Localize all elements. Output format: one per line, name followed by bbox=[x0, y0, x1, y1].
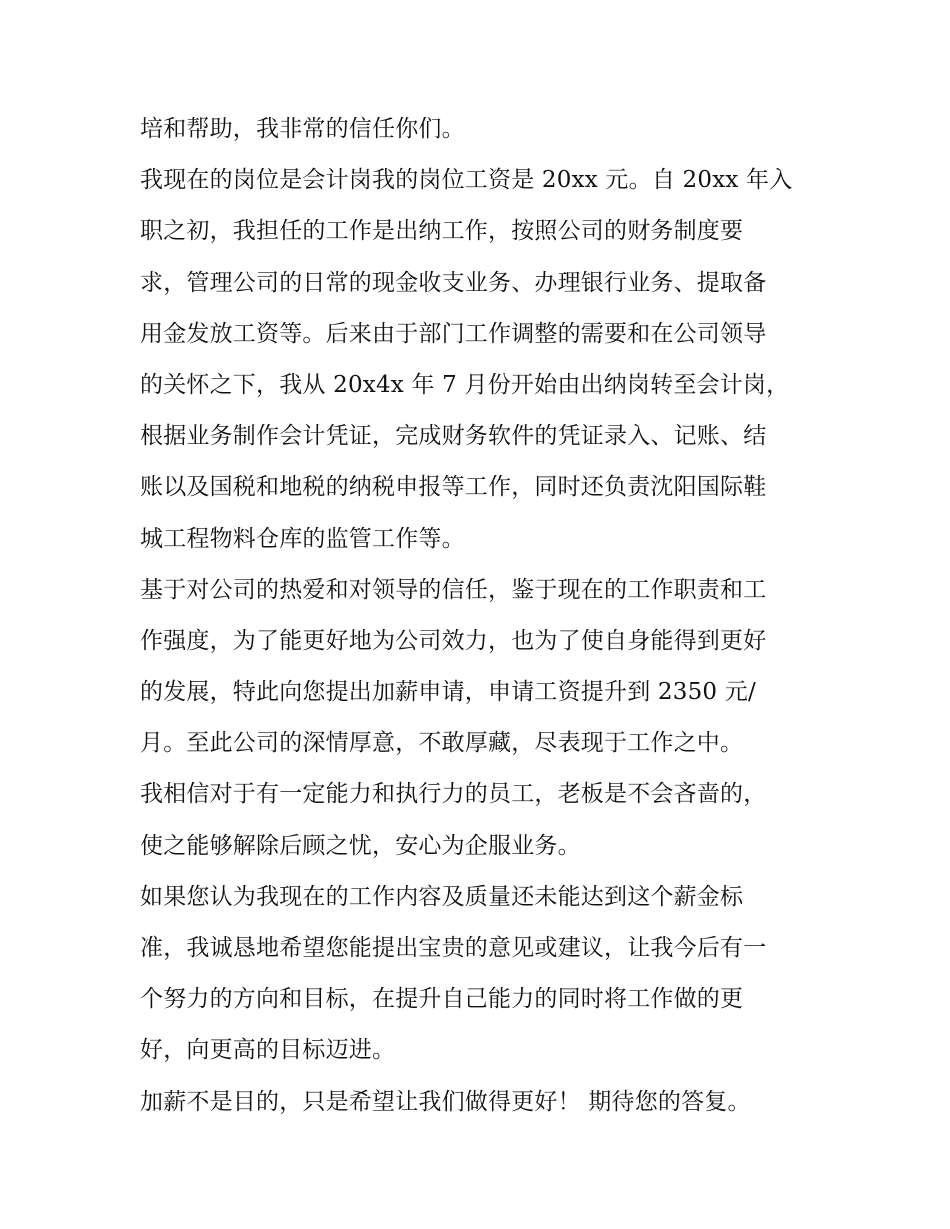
text-line: 准，我诚恳地希望您能提出宝贵的意见或建议，让我今后有一 bbox=[140, 935, 767, 961]
document-body bbox=[140, 104, 820, 1128]
text-line: 我现在的岗位是会计岗我的岗位工资是 20xx 元。自 20xx 年入 bbox=[140, 167, 793, 194]
text-line: 根据业务制作会计凭证，完成财务软件的凭证录入、记账、结 bbox=[140, 423, 767, 450]
text-line: 培和帮助，我非常的信任你们。 bbox=[140, 116, 465, 142]
text-line: 个努力的方向和目标，在提升自己能力的同时将工作做的更 bbox=[140, 986, 744, 1013]
text-line: 好，向更高的目标迈进。 bbox=[140, 1037, 396, 1064]
text-line: 月。至此公司的深情厚意，不敢厚藏，尽表现于工作之中。 bbox=[140, 730, 744, 757]
text-line: 求，管理公司的日常的现金收支业务、办理银行业务、提取备 bbox=[140, 269, 767, 296]
text-line: 我相信对于有一定能力和执行力的员工，老板是不会吝啬的， bbox=[140, 781, 767, 808]
text-line: 用金发放工资等。后来由于部门工作调整的需要和在公司领导 bbox=[140, 320, 767, 347]
text-line: 加薪不是目的，只是希望让我们做得更好！ 期待您的答复。 bbox=[140, 1088, 751, 1115]
text-line: 使之能够解除后顾之忧，安心为企服业务。 bbox=[140, 832, 581, 859]
text-line: 的关怀之下，我从 20x4x 年 7 月份开始由出纳岗转至会计岗， bbox=[140, 371, 790, 398]
text-line: 账以及国税和地税的纳税申报等工作，同时还负责沈阳国际鞋 bbox=[140, 474, 767, 501]
text-line: 基于对公司的热爱和对领导的信任，鉴于现在的工作职责和工 bbox=[140, 576, 767, 603]
text-line: 如果您认为我现在的工作内容及质量还未能达到这个薪金标 bbox=[140, 883, 744, 910]
text-line: 的发展，特此向您提出加薪申请，申请工资提升到 2350 元/ bbox=[140, 679, 756, 706]
text-line: 城工程物料仓库的监管工作等。 bbox=[140, 525, 465, 552]
text-line: 职之初，我担任的工作是出纳工作，按照公司的财务制度要 bbox=[140, 218, 744, 245]
text-line: 作强度，为了能更好地为公司效力，也为了使自身能得到更好 bbox=[140, 627, 767, 654]
